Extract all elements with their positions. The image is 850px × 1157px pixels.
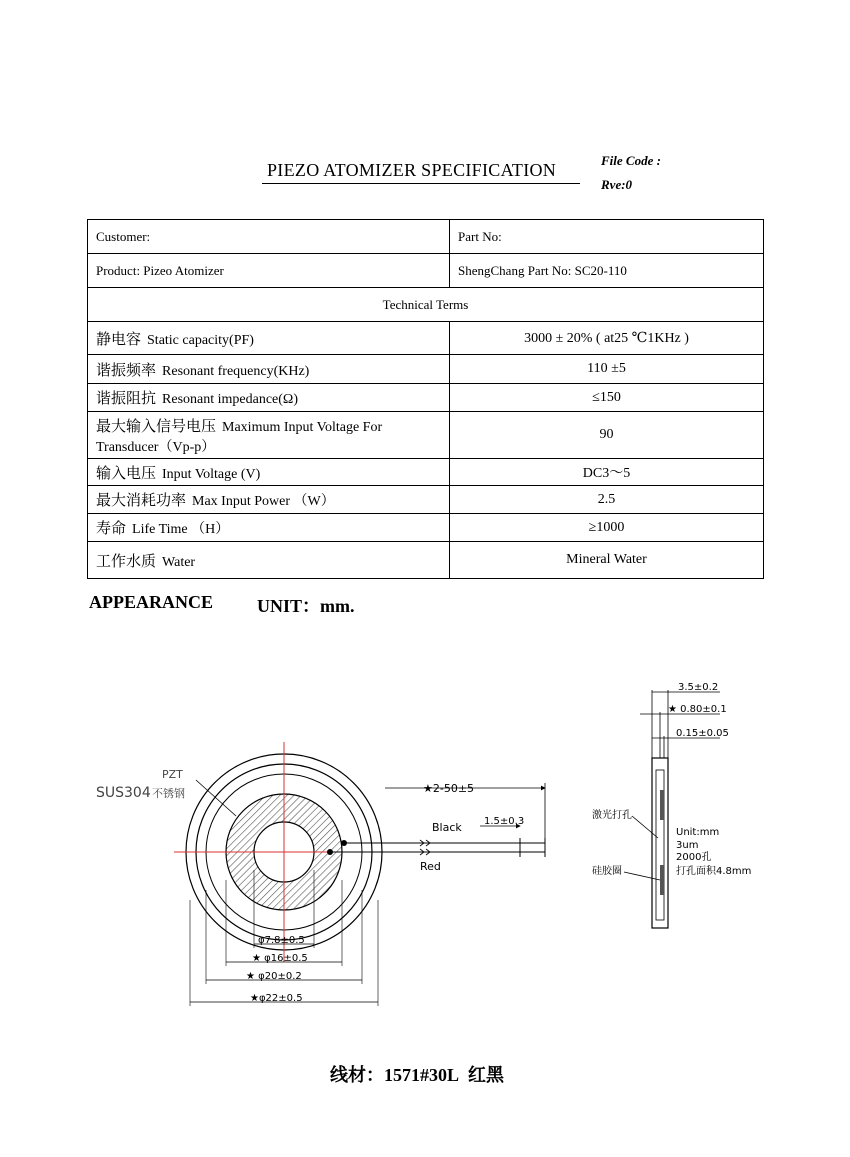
spec-value: 3000 ± 20% ( at25 ℃1KHz ) (450, 322, 764, 355)
spec-label-en: Input Voltage (V) (162, 466, 261, 482)
unit-note-2: 3um (676, 840, 699, 851)
pzt-label: PZT (162, 768, 183, 781)
spec-value: DC3～5 (450, 459, 764, 486)
unit-note-1: Unit:mm (676, 827, 720, 838)
spec-value: Mineral Water (450, 542, 764, 579)
wire-material-cn: 线材： (330, 1065, 384, 1086)
dim-0-15: 0.15±0.05 (676, 728, 729, 739)
wire-color: 红黑 (468, 1065, 505, 1086)
front-view (96, 742, 545, 1006)
spec-value: ≥1000 (450, 514, 764, 542)
wire-material-code: 1571#30L (384, 1065, 460, 1085)
dim-3-5: 3.5±0.2 (678, 682, 719, 693)
sc-part-no-cell: ShengChang Part No: SC20-110 (450, 254, 764, 288)
spec-value: 90 (450, 412, 764, 459)
spec-label-en: Resonant impedance(Ω) (162, 392, 298, 407)
red-wire-label: Red (420, 860, 441, 873)
dim-7-8: φ7.8±0.5 (258, 935, 305, 946)
section-heading: Technical Terms (88, 288, 764, 322)
spec-value: 110 ±5 (450, 355, 764, 384)
spec-label-cn: 工作水质 (96, 551, 157, 570)
unit-heading: UNIT：mm. (257, 596, 355, 616)
spec-label-en: Static capacity(PF) (147, 332, 254, 348)
spec-label-cn: 最大消耗功率 (96, 491, 187, 509)
sus-label: SUS304 (96, 785, 151, 801)
spec-label-en: Water (162, 554, 196, 570)
product-cell: Product: Pizeo Atomizer (88, 254, 450, 288)
dim-16: ★ φ16±0.5 (252, 953, 308, 964)
black-wire-label: Black (432, 821, 462, 834)
laser-hole-label: 激光打孔 (592, 810, 632, 821)
dim-20: ★ φ20±0.2 (246, 971, 302, 982)
dim-0-80: ★ 0.80±0.1 (668, 704, 727, 715)
unit-note-4: 打孔面积4.8mm (676, 866, 752, 877)
file-code: File Code : (601, 153, 661, 168)
spec-value: ≤150 (450, 384, 764, 412)
spec-label-cn: 谐振频率 (96, 360, 157, 379)
spec-label-en-2: Transducer（Vp-p） (96, 439, 216, 455)
lead-length-label: ★2-50±5 (423, 782, 475, 795)
silicone-ring-label: 硅胶圈 (592, 866, 622, 877)
spec-label-cn: 谐振阻抗 (96, 389, 157, 407)
spec-label-en: Maximum Input Voltage For (222, 419, 383, 435)
spec-label-cn: 静电容 (96, 329, 142, 348)
spec-value: 2.5 (450, 486, 764, 514)
customer-cell: Customer: (88, 220, 450, 254)
dim-22: ★φ22±0.5 (250, 993, 303, 1004)
strip-length-label: 1.5±0.3 (484, 816, 525, 827)
side-view (592, 682, 751, 928)
sus-cn-label: 不锈钢 (152, 787, 185, 800)
spec-label-en: Life Time （H） (132, 522, 230, 537)
spec-label-cn: 寿命 (96, 519, 127, 537)
spec-label-en: Resonant frequency(KHz) (162, 363, 310, 379)
document-title: PIEZO ATOMIZER SPECIFICATION (267, 160, 557, 180)
side-body (652, 758, 668, 928)
spec-label-cn: 最大输入信号电压 (96, 416, 217, 435)
revision: Rve:0 (601, 177, 633, 192)
wire-material (330, 1061, 504, 1087)
part-no-cell: Part No: (450, 220, 764, 254)
unit-note-3: 2000孔 (676, 852, 712, 863)
spec-label-en: Max Input Power （W） (192, 494, 335, 509)
appearance-heading: APPEARANCE (89, 592, 213, 612)
spec-label-cn: 输入电压 (96, 463, 157, 482)
